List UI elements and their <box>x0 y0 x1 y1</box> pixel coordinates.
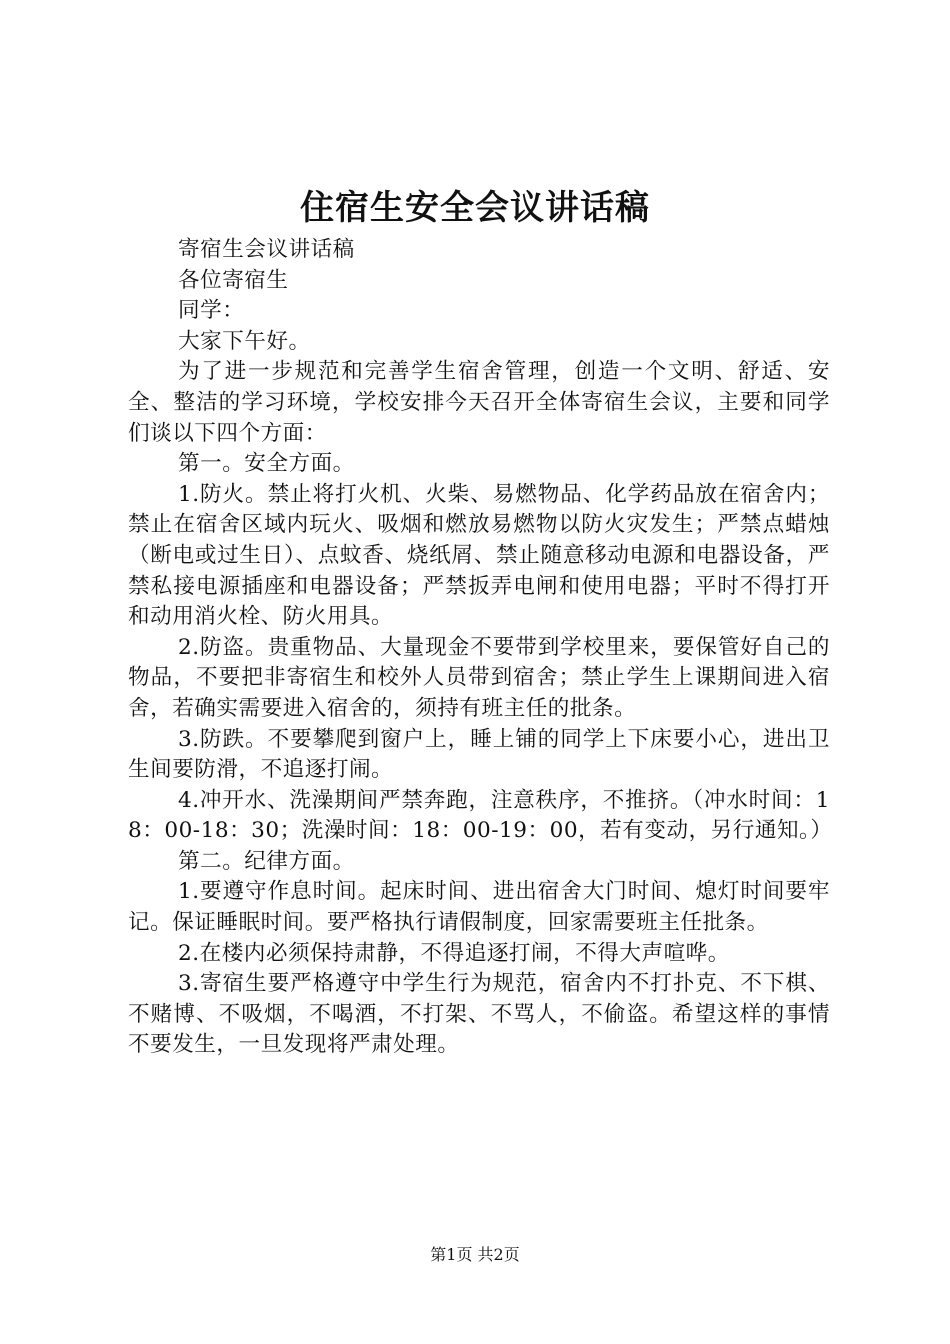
paragraph-salutation: 各位寄宿生 <box>178 267 289 293</box>
paragraph-fall-prevention: 3.防跌。不要攀爬到窗户上，睡上铺的同学上下床要小心，进出卫生间要防滑，不追逐打闹。 <box>128 726 830 783</box>
paragraph-theft-prevention: 2.防盗。贵重物品、大量现金不要带到学校里来，要保管好自己的物品，不要把非寄宿生和校外人员带到宿舍；禁止学生上课期间进入宿舍，若确实需要进入宿舍的，须持有班主任的批条。 <box>128 634 830 721</box>
document-title: 住宿生安全会议讲话稿 <box>300 188 650 228</box>
paragraph-quiet: 2.在楼内必须保持肃静，不得追逐打闹，不得大声喧哗。 <box>178 940 730 966</box>
section-heading-safety: 第一。安全方面。 <box>178 451 355 477</box>
paragraph-greeting: 大家下午好。 <box>178 328 311 354</box>
page-footer: 第1页 共2页 <box>430 1245 520 1264</box>
paragraph-schedule: 1.要遵守作息时间。起床时间、进出宿舍大门时间、熄灯时间要牢记。保证睡眠时间。要严格执行请假制度，回家需要班主任批条。 <box>128 879 830 936</box>
paragraph-salutation-2: 同学： <box>178 298 245 324</box>
paragraph-fire-prevention: 1.防火。禁止将打火机、火柴、易燃物品、化学药品放在宿舍内；禁止在宿舍区域内玩火、吸烟和燃放易燃物以防火灾发生；严禁点蜡烛（断电或过生日）、点蚊香、烧纸屑、禁止随意移动电源和电器设备，严禁私接电源插座和电器设备；严禁扳弄电闸和使用电器；平时不得打开和动用消火栓、防火用具。 <box>128 481 830 630</box>
paragraph-heading-line: 寄宿生会议讲话稿 <box>178 237 355 262</box>
paragraph-conduct: 3.寄宿生要严格遵守中学生行为规范，宿舍内不打扑克、不下棋、不赌博、不吸烟，不喝酒，不打架、不骂人，不偷盗。希望这样的事情不要发生，一旦发现将严肃处理。 <box>128 971 830 1058</box>
paragraph-water-bathing: 4.冲开水、洗澡期间严禁奔跑，注意秩序，不推挤。（冲水时间：18：00-18：30；洗澡时间：18：00-19：00，若有变动，另行通知。） <box>128 787 833 844</box>
paragraph-intro: 为了进一步规范和完善学生宿舍管理，创造一个文明、舒适、安全、整洁的学习环境，学校安排今天召开全体寄宿生会议，主要和同学们谈以下四个方面： <box>128 359 830 446</box>
section-heading-discipline: 第二。纪律方面。 <box>178 848 355 874</box>
document-body <box>128 235 833 1061</box>
